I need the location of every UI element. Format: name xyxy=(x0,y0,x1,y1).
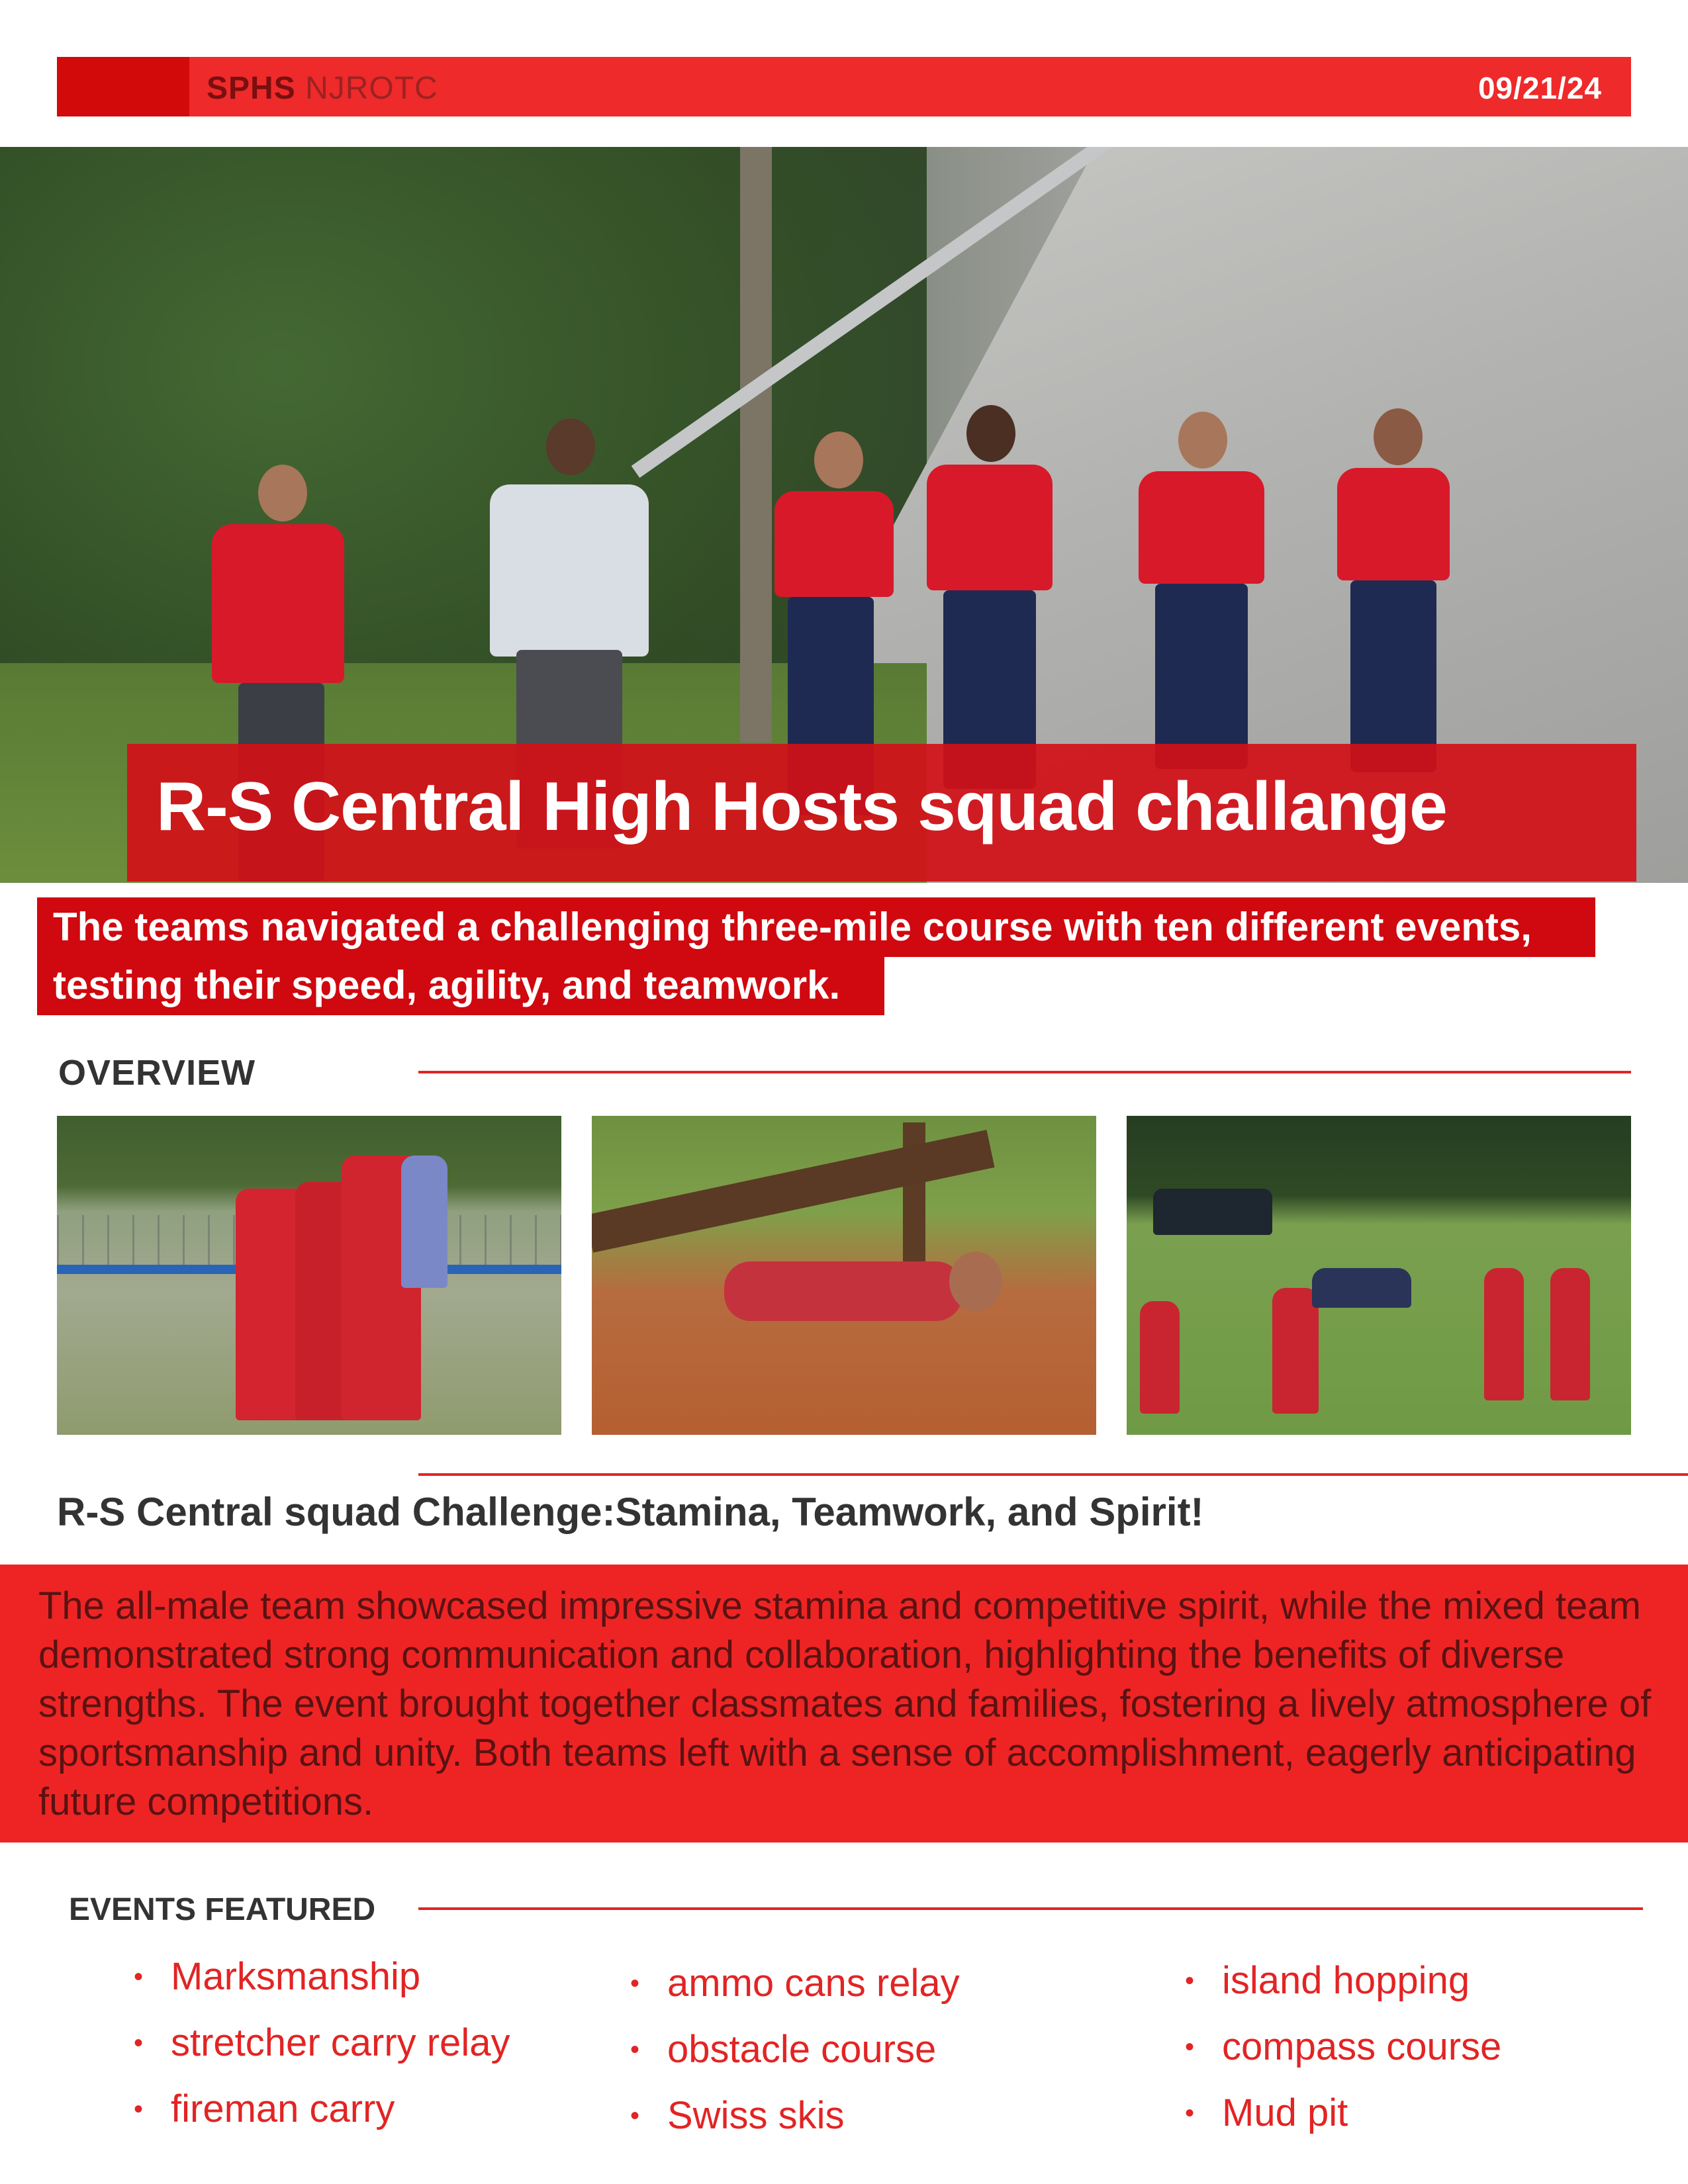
hero-title: R-S Central High Hosts squad challange xyxy=(156,768,1447,845)
header-org-bold: SPHS xyxy=(207,71,296,106)
events-rule xyxy=(418,1907,1643,1910)
event-item: • ammo cans relay xyxy=(630,1959,960,2025)
header-date: 09/21/24 xyxy=(1477,71,1602,105)
events-heading: EVENTS FEATURED xyxy=(69,1892,376,1927)
overview-photo-mud-pit xyxy=(592,1116,1096,1435)
overview-photo-swiss-skis xyxy=(57,1116,561,1435)
event-item: • Marksmanship xyxy=(134,1952,510,2019)
header-accent-block xyxy=(57,57,189,116)
event-item: • obstacle course xyxy=(630,2025,960,2091)
event-item: • Swiss skis xyxy=(630,2091,960,2158)
hero-pole xyxy=(740,147,772,743)
overview-heading: OVERVIEW xyxy=(58,1053,256,1093)
events-list-col-1 xyxy=(134,1952,510,2151)
header-org-light: NJROTC xyxy=(305,71,438,106)
events-list-col-3 xyxy=(1185,1956,1501,2155)
event-item: • island hopping xyxy=(1185,1956,1501,2023)
event-item: • fireman carry xyxy=(134,2085,510,2151)
subtitle-line-2: testing their speed, agility, and teamwork. xyxy=(37,956,884,1015)
events-list-col-2 xyxy=(630,1959,960,2158)
overview-rule xyxy=(418,1071,1631,1073)
event-item: • compass course xyxy=(1185,2023,1501,2089)
subtitle-line-1: The teams navigated a challenging three-mile course with ten different events, xyxy=(37,897,1595,957)
overview-photo-fireman-carry xyxy=(1127,1116,1631,1435)
article-rule xyxy=(418,1473,1688,1476)
article-body: The all-male team showcased impressive stamina and competitive spirit, while the mixed team demonstrated strong communication and collaboration, highlighting the benefits of diverse strengths. The event brought together classmates and families, fostering a lively atmosphere of sportsmanship and unity. Both teams left with a sense of accomplishment, eagerly anticipating future competitions. xyxy=(38,1584,1652,1823)
event-item: • Mud pit xyxy=(1185,2089,1501,2155)
article-heading: R-S Central squad Challenge:Stamina, Teamwork, and Spirit! xyxy=(57,1490,1204,1534)
header-org xyxy=(207,70,438,107)
event-item: • stretcher carry relay xyxy=(134,2019,510,2085)
